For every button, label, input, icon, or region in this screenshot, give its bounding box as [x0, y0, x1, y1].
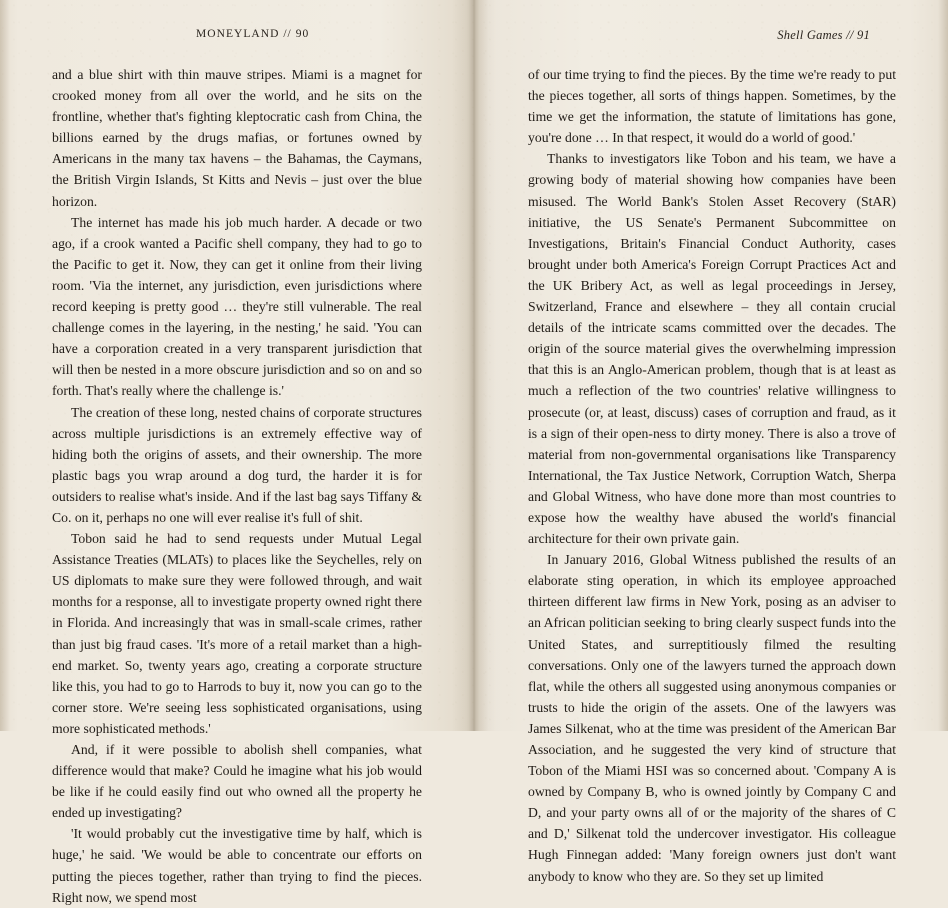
paragraph: Tobon said he had to send requests under Mutual Legal Assistance Treaties (MLATs) to places like the Seychelles, rely on US diplomats to make sure they were followed through, and wait months for a response, all to investigate property owned right there in Florida. And increasingly that was in small-scale crimes, rather than just big fraud cases. 'It's more of a retail market than a high-end market. So, twenty years ago, creating a corporate structure like this, you had to go to Harrods to buy it, now you can go to the corner store. We're seeing less sophisticated organisations, using more sophisticated methods.' [52, 531, 422, 736]
paragraph: And, if it were possible to abolish shell companies, what difference would that make? Could he imagine what his job would be like if he could easily find out who owned all the property he ended up investigating? [52, 742, 422, 821]
running-head-right: Shell Games // 91 [777, 28, 870, 42]
running-head-left: MONEYLAND // 90 [196, 28, 310, 40]
paragraph: The internet has made his job much harder. A decade or two ago, if a crook wanted a Pacific shell company, they had to go to the Pacific to get it. Now, they can get it online from their living room. 'Via the internet, any jurisdiction, even jurisdictions where record keeping is pretty good … they're still vulnerable. The real challenge comes in the layering, in the nesting,' he said. 'You can have a corporation created in a very transparent jurisdiction that will then be nested in a more obscure jurisdiction and so on and so forth. That's really where the challenge is.' [52, 214, 422, 399]
right-page-body [528, 64, 896, 887]
left-page [0, 0, 474, 905]
paragraph: 'It would probably cut the investigative time by half, which is huge,' he said. 'We would be able to concentrate our efforts on putting the pieces together, rather than trying to find the pieces. Right now, we spend most [52, 826, 422, 905]
right-page [474, 0, 948, 884]
paragraph: of our time trying to find the pieces. By the time we're ready to put the pieces together, all sorts of things happen. Sometimes, by the time we get the information, the statute of limitations has gone, you're done … In that respect, it would do a world of good.' [528, 67, 896, 146]
paragraph: The creation of these long, nested chains of corporate structures across multiple jurisdictions is an extremely effective way of hiding both the origins of assets, and their ownership. The more plastic bags you wrap around a dog turd, the harder it is for outsiders to realise what's inside. And if the last bag says Tiffany & Co. on it, perhaps no one will ever realise it's full of shit. [52, 404, 422, 525]
paragraph: In January 2016, Global Witness published the results of an elaborate sting operation, in which its employee approached thirteen different law firms in New York, posing as an adviser to an African politician seeking to bring clearly suspect funds into the United States, and surreptitiously filmed the resulting conversations. Only one of the lawyers turned the approach down flat, while the others all suggested using anonymous companies or trusts to hide the origin of the assets. One of the lawyers was James Silkenat, who at the time was president of the American Bar Association, and he suggested the very kind of structure that Tobon of the Miami HSI was so concerned about. 'Company A is owned by Company B, who is owned jointly by Company C and D, and your party owns all of or the majority of the shares of C and D,' Silkenat told the undercover investigator. His colleague Hugh Finnegan added: 'Many foreign owners just don't want anybody to know who they are. So they set up limited [528, 552, 896, 884]
paragraph: and a blue shirt with thin mauve stripes. Miami is a magnet for crooked money from all over the world, and he sits on the frontline, whether that's fighting kleptocratic cash from China, the billions earned by the drugs mafias, or fortunes owned by Americans in the many tax havens – the Bahamas, the Caymans, the British Virgin Islands, St Kitts and Nevis – just over the blue horizon. [52, 67, 422, 209]
paragraph: Thanks to investigators like Tobon and his team, we have a growing body of material showing how companies have been misused. The World Bank's Stolen Asset Recovery (StAR) initiative, the US Senate's Permanent Subcommittee on Investigations, Britain's Financial Conduct Authority, cases brought under both America's Foreign Corrupt Practices Act and the UK Bribery Act, as well as legal proceedings in Jersey, Switzerland, France and elsewhere – they all contain crucial details of the intricate scams committed over the decades. The origin of the source material gives the overwhelming impression that this is an Anglo-American problem, though that is at least as much a reflection of the two countries' relative willingness to prosecute (or, at least, discuss) cases of corruption and fraud, as it is a sign of their open-ness to dirty money. There is also a trove of material from non-governmental organisations like Transparency International, the Tax Justice Network, Corruption Watch, Sherpa and Global Witness, who have done more than most countries to expose how the wealthy have abused the world's financial architecture for their own private gain. [528, 151, 896, 547]
left-page-body [52, 64, 422, 908]
